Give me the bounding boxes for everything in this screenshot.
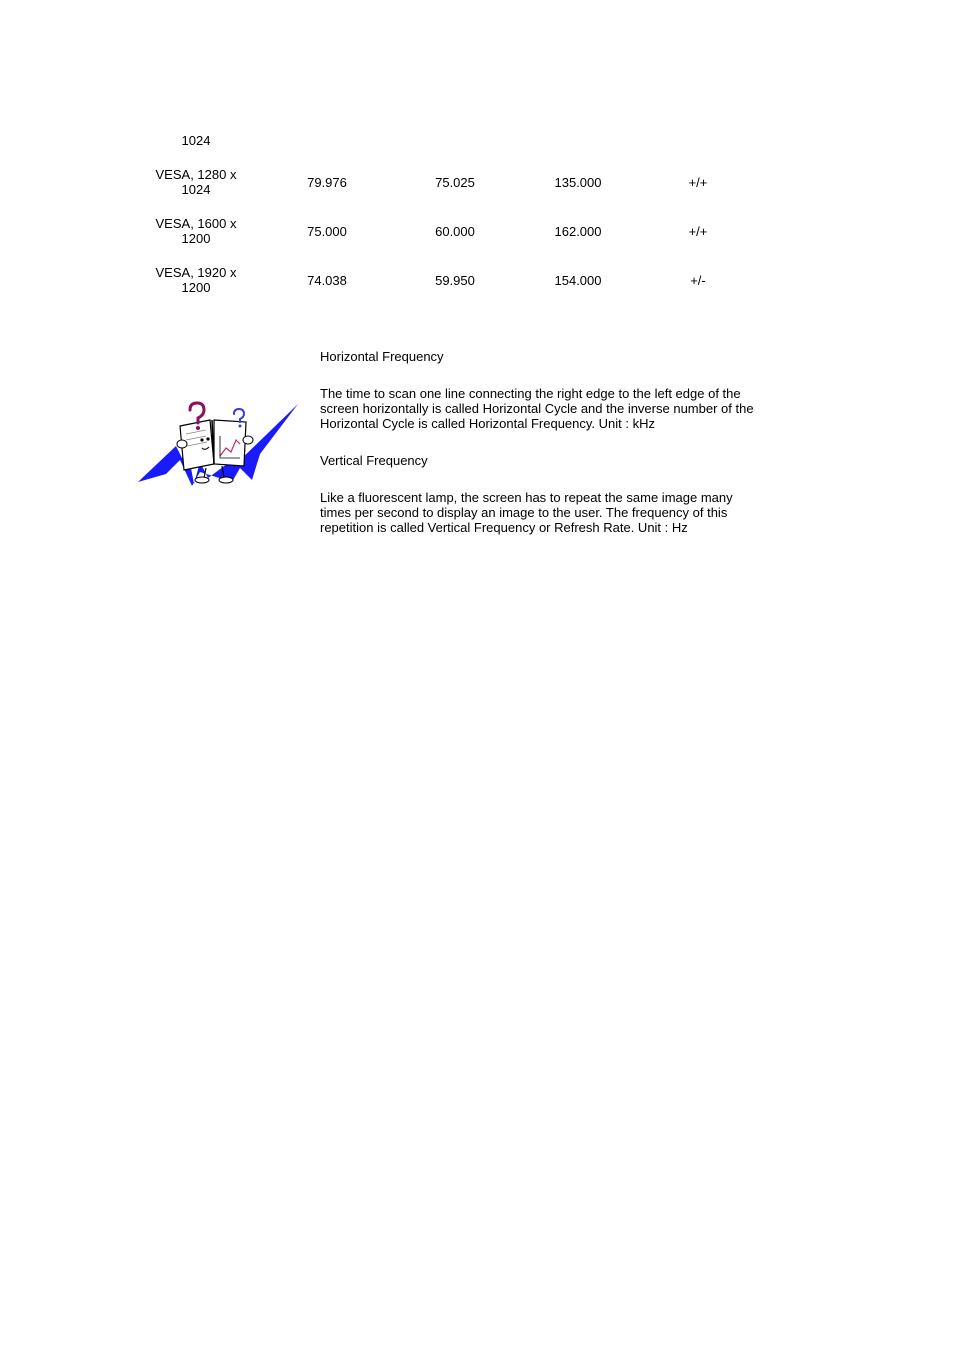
pixel-clock-cell	[515, 120, 641, 160]
vertical-frequency-heading: Vertical Frequency	[320, 453, 428, 468]
v-freq-cell: 59.950	[435, 272, 475, 288]
table-row	[135, 120, 775, 160]
h-freq-cell: 75.000	[307, 223, 347, 239]
v-freq-cell	[391, 120, 519, 160]
v-freq-cell: 60.000	[435, 223, 475, 239]
sync-polarity-cell: +/+	[688, 174, 708, 190]
h-freq-cell	[263, 120, 391, 160]
mode-cell	[135, 211, 257, 251]
frequency-glossary	[320, 349, 760, 557]
sync-polarity-cell: +/+	[688, 223, 708, 239]
mode-text: 1024	[181, 132, 211, 148]
pixel-clock-cell: 135.000	[554, 174, 602, 190]
table-row	[135, 260, 775, 300]
vertical-frequency-text: Like a fluorescent lamp, the screen has to repeat the same image many times per second to display an image to the user. The frequency of this repetition is called Vertical Frequency or Refresh Rate. Unit : Hz	[320, 490, 733, 535]
h-freq-cell: 74.038	[307, 272, 347, 288]
mode-cell	[135, 162, 257, 202]
table-row	[135, 211, 775, 251]
sync-polarity-cell: +/-	[690, 272, 706, 288]
mode-text: VESA, 1600 x 1200	[155, 216, 237, 246]
sync-polarity-cell	[635, 120, 761, 160]
mode-text: VESA, 1280 x 1024	[155, 167, 237, 197]
horizontal-frequency-heading: Horizontal Frequency	[320, 349, 444, 364]
mode-text: VESA, 1920 x 1200	[155, 265, 237, 295]
mode-cell	[135, 120, 257, 160]
mode-cell	[135, 260, 257, 300]
v-freq-cell: 75.025	[435, 174, 475, 190]
h-freq-cell: 79.976	[307, 174, 347, 190]
table-row	[135, 162, 775, 202]
horizontal-frequency-text: The time to scan one line connecting the right edge to the left edge of the screen horizontally is called Horizontal Cycle and the inverse number of the Horizontal Cycle is called Horizontal Frequency. Unit : kHz	[320, 386, 754, 431]
book-character-question-icon	[136, 400, 300, 486]
pixel-clock-cell: 162.000	[554, 223, 602, 239]
pixel-clock-cell: 154.000	[554, 272, 602, 288]
